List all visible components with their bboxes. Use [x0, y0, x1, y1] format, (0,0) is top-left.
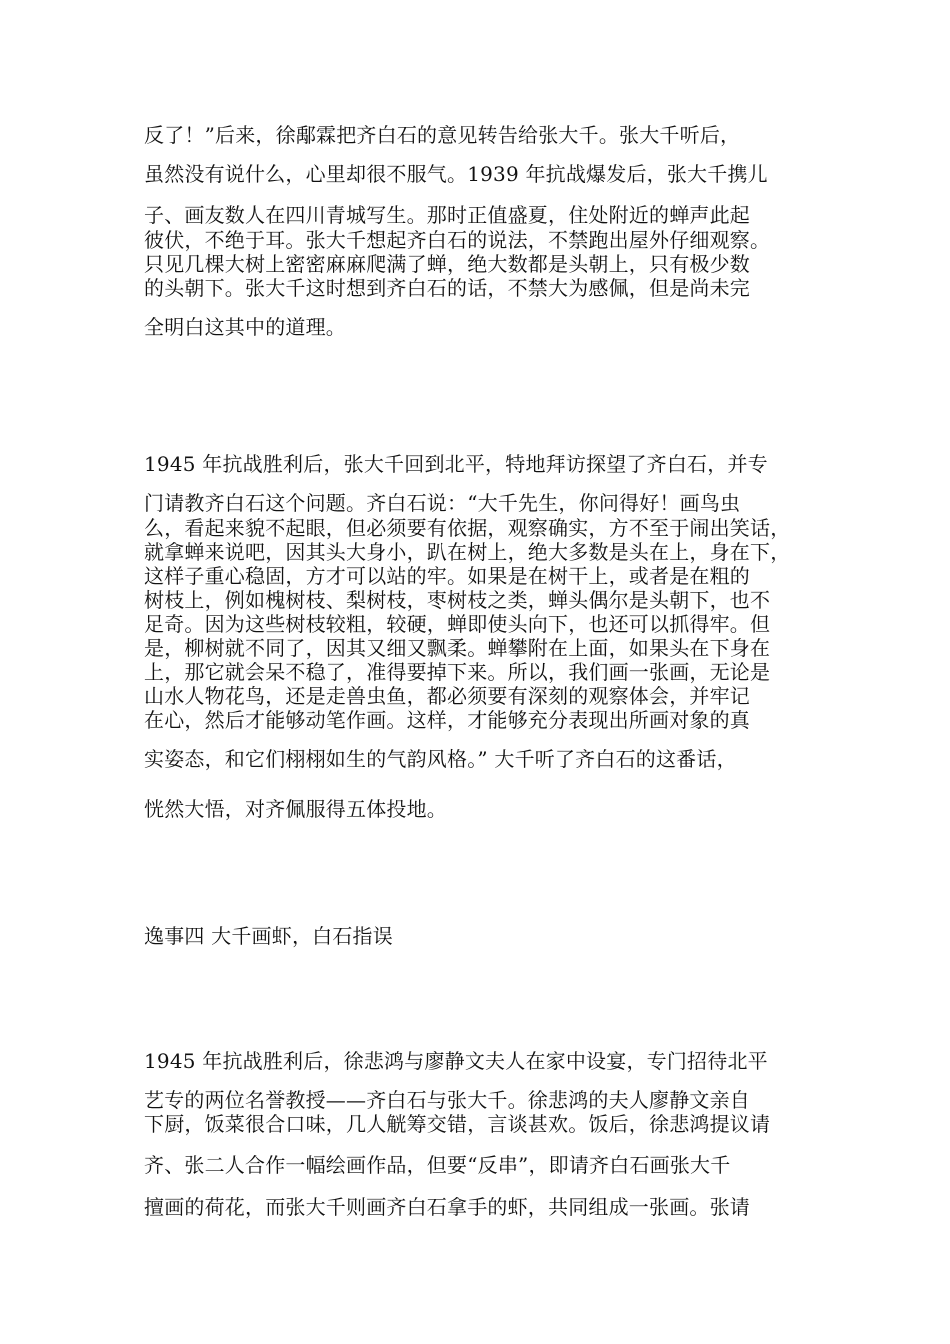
text-line: 树枝上，例如槐树枝、梨树枝，枣树枝之类，蝉头偶尔是头朝下，也不	[144, 588, 771, 612]
text-line: 在心，然后才能够动笔作画。这样，才能够充分表现出所画对象的真	[144, 708, 750, 732]
text-line: 实姿态，和它们栩栩如生的气韵风格。” 大千听了齐白石的这番话，	[144, 747, 737, 771]
section-heading: 逸事四 大千画虾，白石指误	[144, 924, 393, 948]
text-line: 只见几棵大树上密密麻麻爬满了蝉，绝大数都是头朝上，只有极少数	[144, 252, 750, 276]
text-line: 山水人物花鸟，还是走兽虫鱼，都必须要有深刻的观察体会，并牢记	[144, 684, 750, 708]
text-line: 子、画友数人在四川青城写生。那时正值盛夏，住处附近的蝉声此起	[144, 203, 750, 227]
text-line: 反了！”后来，徐鄅霖把齐白石的意见转告给张大千。张大千听后，	[144, 123, 741, 147]
text-line: 上，那它就会呆不稳了，准得要掉下来。所以，我们画一张画，无论是	[144, 660, 771, 684]
text-line: 擅画的荷花，而张大千则画齐白石拿手的虾，共同组成一张画。张请	[144, 1195, 750, 1219]
text-line: 门请教齐白石这个问题。齐白石说：“大千先生，你问得好！画鸟虫	[144, 491, 741, 515]
text-line: 1945 年抗战胜利后，张大千回到北平，特地拜访探望了齐白石，并专	[144, 452, 768, 476]
text-line: 艺专的两位名誉教授——齐白石与张大千。徐悲鸿的夫人廖静文亲自	[144, 1088, 750, 1112]
text-line: 是，柳树就不同了，因其又细又飘柔。蝉攀附在上面，如果头在下身在	[144, 636, 771, 660]
text-line: 1945 年抗战胜利后，徐悲鸿与廖静文夫人在家中设宴，专门招待北平	[144, 1049, 768, 1073]
text-line: 足奇。因为这些树枝较粗，较硬，蝉即使头向下，也还可以抓得牢。但	[144, 612, 771, 636]
text-line: 虽然没有说什么，心里却很不服气。1939 年抗战爆发后，张大千携儿	[144, 162, 768, 186]
text-line: 的头朝下。张大千这时想到齐白石的话，不禁大为感佩，但是尚未完	[144, 276, 750, 300]
text-line: 就拿蝉来说吧，因其头大身小，趴在树上，绝大多数是头在上，身在下，	[144, 540, 791, 564]
text-line: 全明白这其中的道理。	[144, 315, 346, 339]
text-line: 恍然大悟，对齐佩服得五体投地。	[144, 797, 447, 821]
text-line: 下厨，饭菜很合口味，几人觥筹交错，言谈甚欢。饭后，徐悲鸿提议请	[144, 1112, 771, 1136]
text-line: 齐、张二人合作一幅绘画作品，但要“反串”，即请齐白石画张大千	[144, 1153, 731, 1177]
text-line: 彼伏，不绝于耳。张大千想起齐白石的说法，不禁跑出屋外仔细观察。	[144, 228, 771, 252]
text-line: 么，看起来貌不起眼，但必须要有依据，观察确实，方不至于闹出笑话，	[144, 516, 791, 540]
text-line: 这样子重心稳固，方才可以站的牢。如果是在树干上，或者是在粗的	[144, 564, 750, 588]
